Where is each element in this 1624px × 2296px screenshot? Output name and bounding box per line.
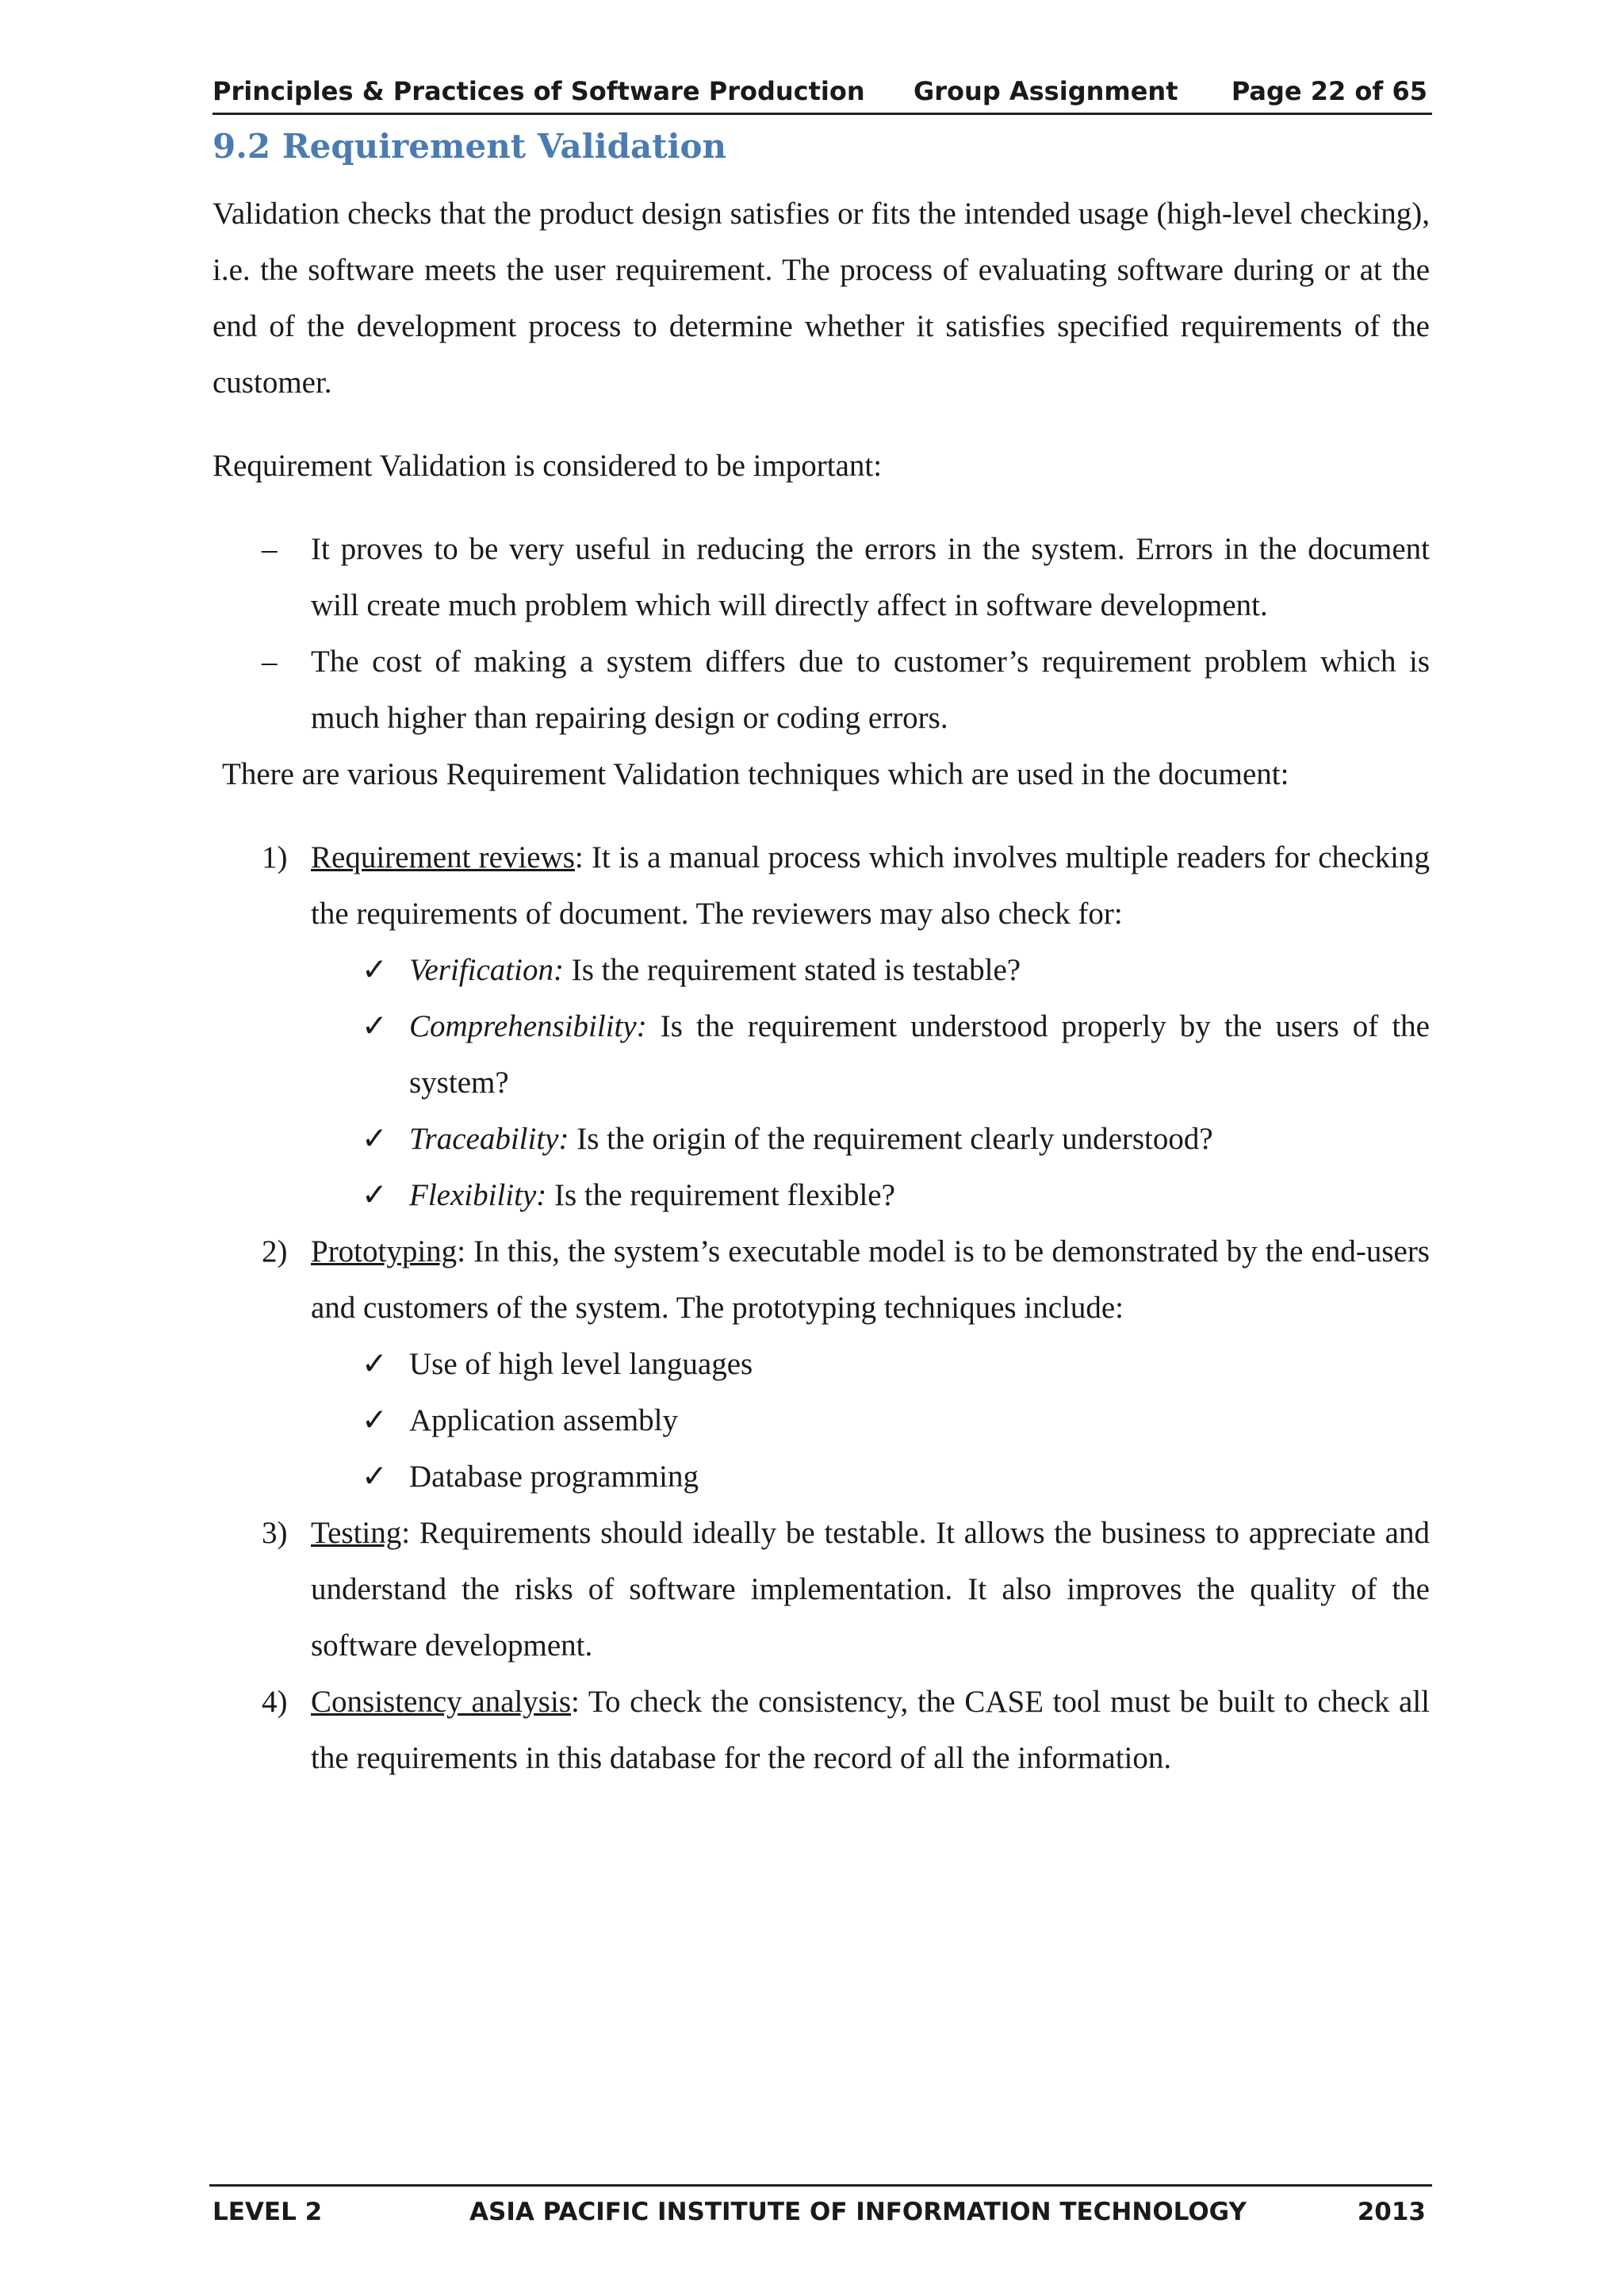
footer-year: 2013 xyxy=(1357,2198,1426,2226)
check-item xyxy=(311,998,1430,1111)
techniques-intro: There are various Requirement Validation techniques which are used in the document: xyxy=(222,757,1289,791)
technique-term: Testing xyxy=(311,1516,402,1550)
check-term: Verification: xyxy=(409,953,564,987)
importance-lead: Requirement Validation is considered to be important: xyxy=(213,449,883,483)
check-item xyxy=(311,1448,1430,1505)
technique-testing xyxy=(213,1505,1430,1674)
check-text: Is the requirement understood properly by the users of the system? xyxy=(409,1009,1430,1100)
check-term: Traceability: xyxy=(409,1122,569,1156)
check-text: Is the origin of the requirement clearly understood? xyxy=(569,1122,1213,1156)
checkmark-icon: ✓ xyxy=(362,1460,388,1494)
section-heading: 9.2 Requirement Validation xyxy=(213,127,727,166)
importance-list xyxy=(213,521,1430,746)
technique-consistency-analysis xyxy=(213,1674,1430,1786)
list-number: 3) xyxy=(262,1516,288,1550)
page-header xyxy=(213,76,1432,115)
header-course-title: Principles & Practices of Software Production xyxy=(213,76,865,106)
checkmark-icon: ✓ xyxy=(362,1009,388,1043)
document-body xyxy=(213,186,1430,1786)
technique-term: Consistency analysis xyxy=(311,1685,572,1719)
dash-bullet: – xyxy=(262,532,278,566)
bullet-text: It proves to be very useful in reducing the errors in the system. Errors in the document will create much problem which will directly affect in software development. xyxy=(311,532,1430,622)
footer-institute: ASIA PACIFIC INSTITUTE OF INFORMATION TECHNOLOGY xyxy=(469,2198,1247,2226)
check-text: Application assembly xyxy=(409,1403,679,1437)
header-assignment-label: Group Assignment xyxy=(914,76,1178,106)
check-item xyxy=(311,1392,1430,1448)
technique-description: : It is a manual process which involves multiple readers for checking the requirements of document. The reviewers may also check for: xyxy=(311,840,1430,931)
intro-paragraph: Validation checks that the product design satisfies or fits the intended usage (high-level checking), i.e. the software meets the user requirement. The process of evaluating software during or at the end of the development process to determine whether it satisfies specified requirements of the customer. xyxy=(213,197,1430,400)
checkmark-icon: ✓ xyxy=(362,1178,388,1212)
technique-requirement-reviews xyxy=(213,829,1430,1223)
checkmark-icon: ✓ xyxy=(362,1347,388,1381)
check-item xyxy=(311,1167,1430,1223)
footer-level: LEVEL 2 xyxy=(213,2198,323,2226)
technique-description: : In this, the system’s executable model is to be demonstrated by the end-users and customers of the system. The prototyping techniques include: xyxy=(311,1234,1430,1325)
list-number: 4) xyxy=(262,1685,288,1719)
check-item xyxy=(311,1111,1430,1167)
technique-description: : To check the consistency, the CASE tool must be built to check all the requirements in this database for the record of all the information. xyxy=(311,1685,1430,1775)
list-number: 2) xyxy=(262,1234,288,1269)
check-text: Is the requirement stated is testable? xyxy=(563,953,1021,987)
check-text: Use of high level languages xyxy=(409,1347,753,1381)
technique-term: Prototyping xyxy=(311,1234,458,1269)
check-text: Database programming xyxy=(409,1460,699,1494)
check-item xyxy=(311,942,1430,998)
check-term: Comprehensibility: xyxy=(409,1009,647,1043)
check-term: Flexibility: xyxy=(409,1178,547,1212)
bullet-text: The cost of making a system differs due to customer’s requirement problem which is much higher than repairing design or coding errors. xyxy=(311,645,1430,735)
check-item xyxy=(311,1336,1430,1392)
dash-bullet: – xyxy=(262,645,278,679)
technique-term: Requirement reviews xyxy=(311,840,575,874)
checkmark-icon: ✓ xyxy=(362,1122,388,1156)
header-page-number: Page 22 of 65 xyxy=(1231,76,1427,106)
list-number: 1) xyxy=(262,840,288,874)
checkmark-icon: ✓ xyxy=(362,953,388,987)
technique-description: : Requirements should ideally be testable. It allows the business to appreciate and understand the risks of software implementation. It also improves the quality of the software development. xyxy=(311,1516,1430,1663)
techniques-list xyxy=(213,829,1430,1786)
prototyping-techniques xyxy=(311,1336,1430,1505)
checkmark-icon: ✓ xyxy=(362,1403,388,1437)
list-item xyxy=(213,521,1430,633)
page-footer xyxy=(209,2184,1432,2226)
review-checks xyxy=(311,942,1430,1223)
technique-prototyping xyxy=(213,1223,1430,1505)
check-text: Is the requirement flexible? xyxy=(546,1178,895,1212)
list-item xyxy=(213,633,1430,746)
